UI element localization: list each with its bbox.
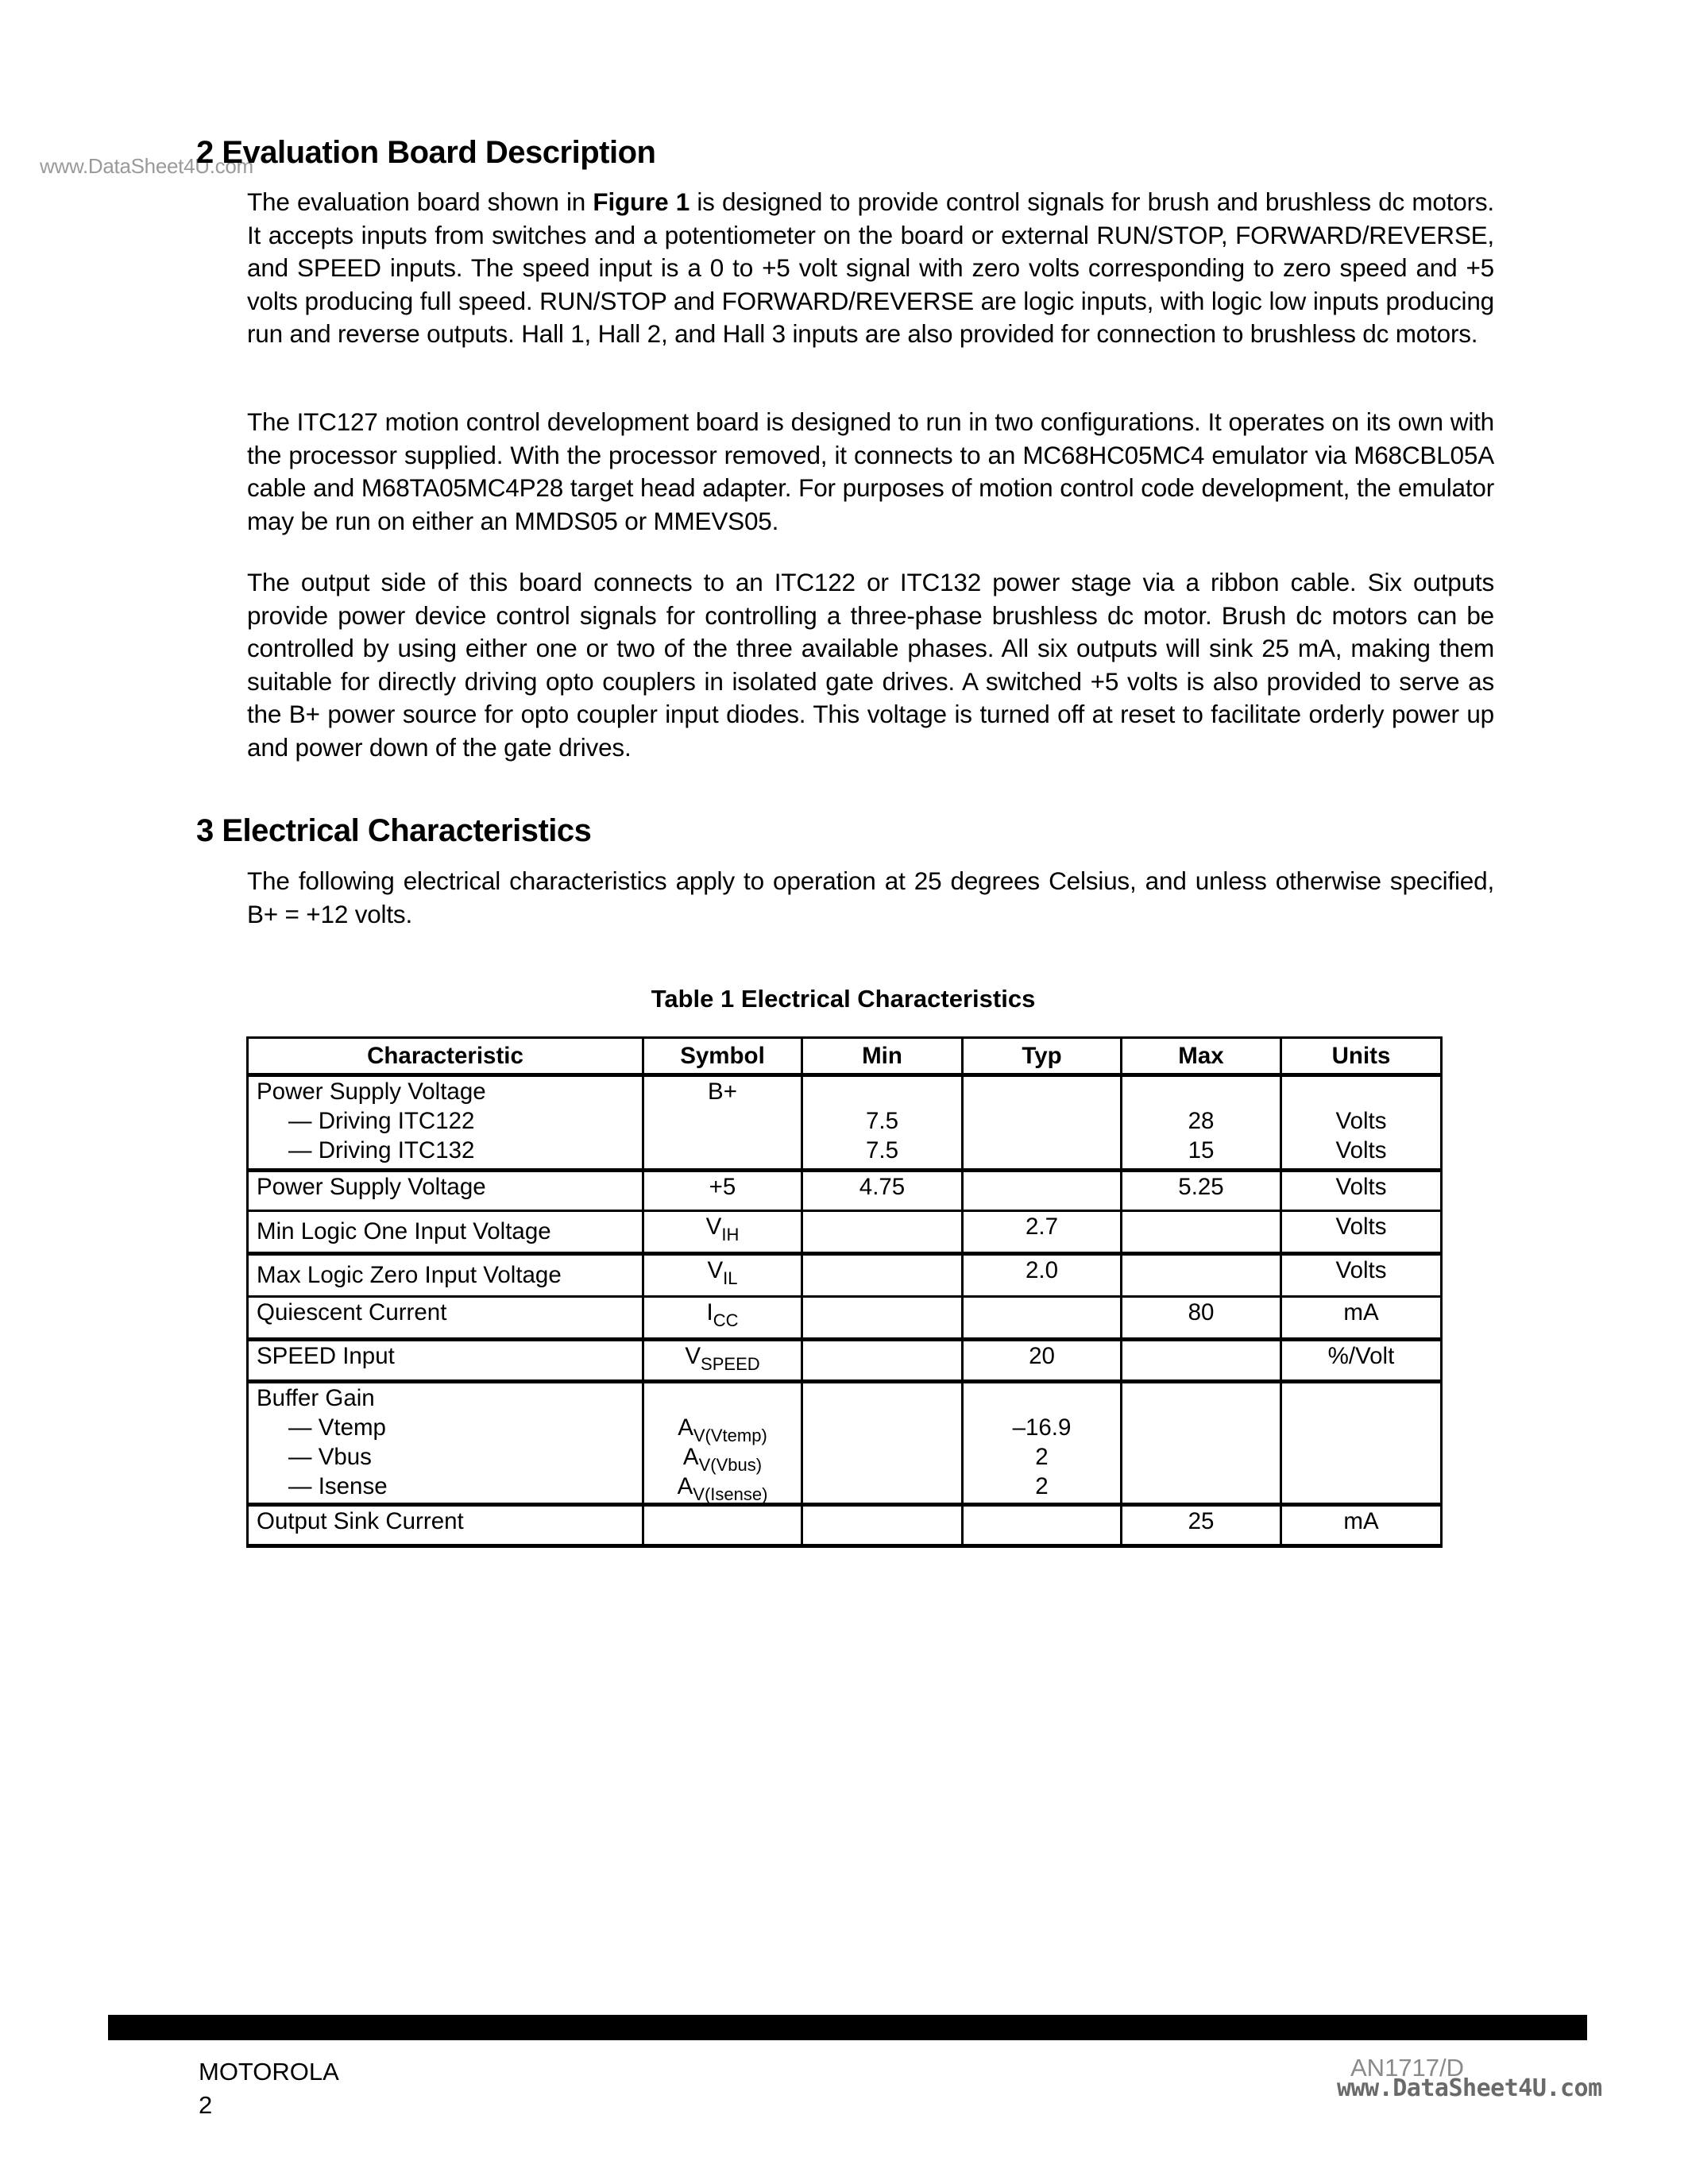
max-value: 25 [1188,1508,1215,1534]
section-3-intro: The following electrical characteristics apply to operation at 25 degrees Celsius, and unless otherwise specified, B+ = +12 volts. [247,866,1494,928]
typ-value: 2 [1035,1444,1049,1470]
units-value: Volts [1335,1214,1387,1240]
cell-max [1122,1075,1281,1171]
cell-typ [963,1382,1122,1505]
units-value: Volts [1335,1108,1387,1134]
table-header-row [248,1038,1442,1075]
footer-rule [108,2015,1587,2040]
table-row [248,1211,1442,1254]
cell-typ [963,1075,1122,1171]
cell-min [802,1254,963,1297]
cell-units [1281,1505,1442,1546]
symbol-main: V [685,1343,701,1369]
cell-typ [963,1171,1122,1211]
watermark-top: www.DataSheet4U.com [40,154,253,178]
cell-symbol [643,1297,802,1340]
units-value: %/Volt [1327,1343,1395,1369]
cell-min [802,1340,963,1382]
symbol-subscript: IH [721,1225,740,1244]
figure-1-reference: Figure 1 [593,187,690,216]
cell-min [802,1171,963,1211]
paragraph-text: is designed to provide control signals for brush and brushless dc motors. It accepts inputs from switches and a potentiometer on the board or external RUN/STOP, FORWARD/REVERSE, and SPEED inputs. The speed input is a 0 to +5 volt signal with zero volts corresponding to zero speed and +5 volts producing full speed. RUN/STOP and FORWARD/REVERSE are logic inputs, with logic low inputs producing run and reverse outputs. Hall 1, Hall 2, and Hall 3 inputs are also provided for connection to brushless dc motors. [247,187,1494,348]
symbol-main: V [705,1214,722,1240]
cell-characteristic [248,1505,643,1546]
watermark-bottom: www.DataSheet4U.com [1337,2074,1602,2102]
table-row [248,1297,1442,1340]
cell-typ [963,1211,1122,1254]
footer-doc-id: AN1717/D [1350,2054,1465,2082]
cell-max [1122,1171,1281,1211]
section-2-paragraph-1 [247,186,1494,351]
cell-max [1122,1297,1281,1340]
typ-value: 2.0 [1025,1257,1058,1283]
cell-min [802,1382,963,1505]
symbol-main: I [706,1299,713,1325]
cell-min [802,1505,963,1546]
symbol-main: V [707,1257,724,1283]
symbol-value: B+ [708,1078,737,1105]
cell-max [1122,1505,1281,1546]
header-symbol: Symbol [643,1038,802,1075]
cell-units [1281,1075,1442,1171]
cell-symbol [643,1075,802,1171]
characteristic-label: Buffer Gain [257,1385,375,1411]
cell-min [802,1075,963,1171]
cell-max [1122,1254,1281,1297]
cell-characteristic [248,1211,643,1254]
table-row [248,1505,1442,1546]
paragraph-text: The evaluation board shown in [247,187,593,216]
min-value: 4.75 [859,1174,906,1200]
typ-value: 20 [1029,1343,1055,1369]
header-max: Max [1122,1038,1281,1075]
table-row [248,1075,1442,1171]
cell-symbol [643,1171,802,1211]
footer-page-number: 2 [199,2091,213,2119]
characteristic-label: Power Supply Voltage [257,1174,486,1200]
cell-typ [963,1297,1122,1340]
symbol-value: +5 [709,1174,736,1200]
symbol-subscript: IL [723,1268,738,1288]
symbol-main: A [682,1444,699,1470]
min-value: 7.5 [865,1137,898,1163]
symbol-value [644,1256,801,1288]
symbol-main: A [678,1414,693,1441]
sub-characteristic-label: — Vbus [288,1444,372,1470]
cell-characteristic [248,1340,643,1382]
cell-characteristic [248,1382,643,1505]
footer-left [199,2055,339,2122]
characteristic-label: Power Supply Voltage [257,1078,486,1105]
units-value: mA [1343,1299,1379,1325]
cell-symbol [643,1340,802,1382]
symbol-subscript: V(Isense) [693,1484,768,1504]
max-value: 15 [1188,1137,1215,1163]
symbol-value [644,1341,801,1374]
cell-min [802,1211,963,1254]
typ-value: 2.7 [1025,1214,1058,1240]
symbol-value [644,1212,801,1244]
table-caption: Table 1 Electrical Characteristics [651,985,1036,1013]
max-value: 80 [1188,1299,1215,1325]
cell-symbol [643,1211,802,1254]
cell-units [1281,1171,1442,1211]
max-value: 28 [1188,1108,1215,1134]
cell-characteristic [248,1171,643,1211]
max-value: 5.25 [1178,1174,1224,1200]
cell-symbol [643,1254,802,1297]
cell-max [1122,1382,1281,1505]
characteristic-label: Max Logic Zero Input Voltage [257,1262,562,1288]
sub-characteristic-label: — Vtemp [288,1414,386,1441]
cell-max [1122,1211,1281,1254]
header-typ: Typ [963,1038,1122,1075]
cell-typ [963,1254,1122,1297]
section-3-heading: 3 Electrical Characteristics [196,813,592,848]
cell-units [1281,1297,1442,1340]
symbol-subscript: V(Vbus) [698,1455,763,1475]
units-value: Volts [1335,1257,1387,1283]
characteristic-label: Output Sink Current [257,1508,464,1534]
table-row [248,1254,1442,1297]
cell-symbol [643,1382,802,1505]
cell-units [1281,1340,1442,1382]
symbol-subscript: CC [713,1310,739,1330]
symbol-main: A [677,1473,693,1499]
units-value: Volts [1335,1174,1387,1200]
symbol-value [644,1413,801,1445]
characteristic-label: Quiescent Current [257,1299,447,1325]
sub-characteristic-label: — Driving ITC132 [288,1137,475,1163]
section-2-heading: 2 Evaluation Board Description [196,135,656,170]
electrical-characteristics-table [246,1036,1443,1548]
cell-characteristic [248,1254,643,1297]
cell-typ [963,1340,1122,1382]
characteristic-label: SPEED Input [257,1343,395,1369]
units-value: Volts [1335,1137,1387,1163]
cell-characteristic [248,1297,643,1340]
header-min: Min [802,1038,963,1075]
table-row [248,1382,1442,1505]
header-units: Units [1281,1038,1442,1075]
cell-max [1122,1340,1281,1382]
cell-symbol [643,1505,802,1546]
cell-units [1281,1382,1442,1505]
characteristic-label: Min Logic One Input Voltage [257,1218,551,1244]
footer-company: MOTOROLA [199,2058,339,2086]
min-value: 7.5 [865,1108,898,1134]
cell-units [1281,1211,1442,1254]
header-characteristic: Characteristic [248,1038,643,1075]
cell-characteristic [248,1075,643,1171]
sub-characteristic-label: — Driving ITC122 [288,1108,475,1134]
symbol-value [644,1298,801,1330]
typ-value: –16.9 [1012,1414,1072,1441]
table-row [248,1340,1442,1382]
symbol-subscript: V(Vtemp) [693,1426,767,1445]
section-2-paragraph-2: The ITC127 motion control development board is designed to run in two configurations. It operates on its own with the processor supplied. With the processor removed, it connects to an MC68HC05MC4 emulator via M68CBL05A cable and M68TA05MC4P28 target head adapter. For purposes of motion control code development, the emulator may be run on either an MMDS05 or MMEVS05. [247,407,1494,535]
symbol-value [644,1472,801,1504]
section-2-paragraph-3: The output side of this board connects to an ITC122 or ITC132 power stage via a ribbon cable. Six outputs provide power device control signals for controlling a three-phase brushless dc motor. Brush dc motors can be controlled by using either one or two of the three available phases. All six outputs will sink 25 mA, making them suitable for directly driving opto couplers in isolated gate drives. A switched +5 volts is also provided to serve as the B+ power source for opto coupler input diodes. This voltage is turned off at reset to facilitate orderly power up and power down of the gate drives. [247,568,1494,762]
table-row [248,1171,1442,1211]
symbol-subscript: SPEED [701,1354,760,1374]
cell-units [1281,1254,1442,1297]
symbol-value [644,1442,801,1475]
sub-characteristic-label: — Isense [288,1473,388,1499]
typ-value: 2 [1035,1473,1049,1499]
cell-typ [963,1505,1122,1546]
cell-min [802,1297,963,1340]
units-value: mA [1343,1508,1379,1534]
